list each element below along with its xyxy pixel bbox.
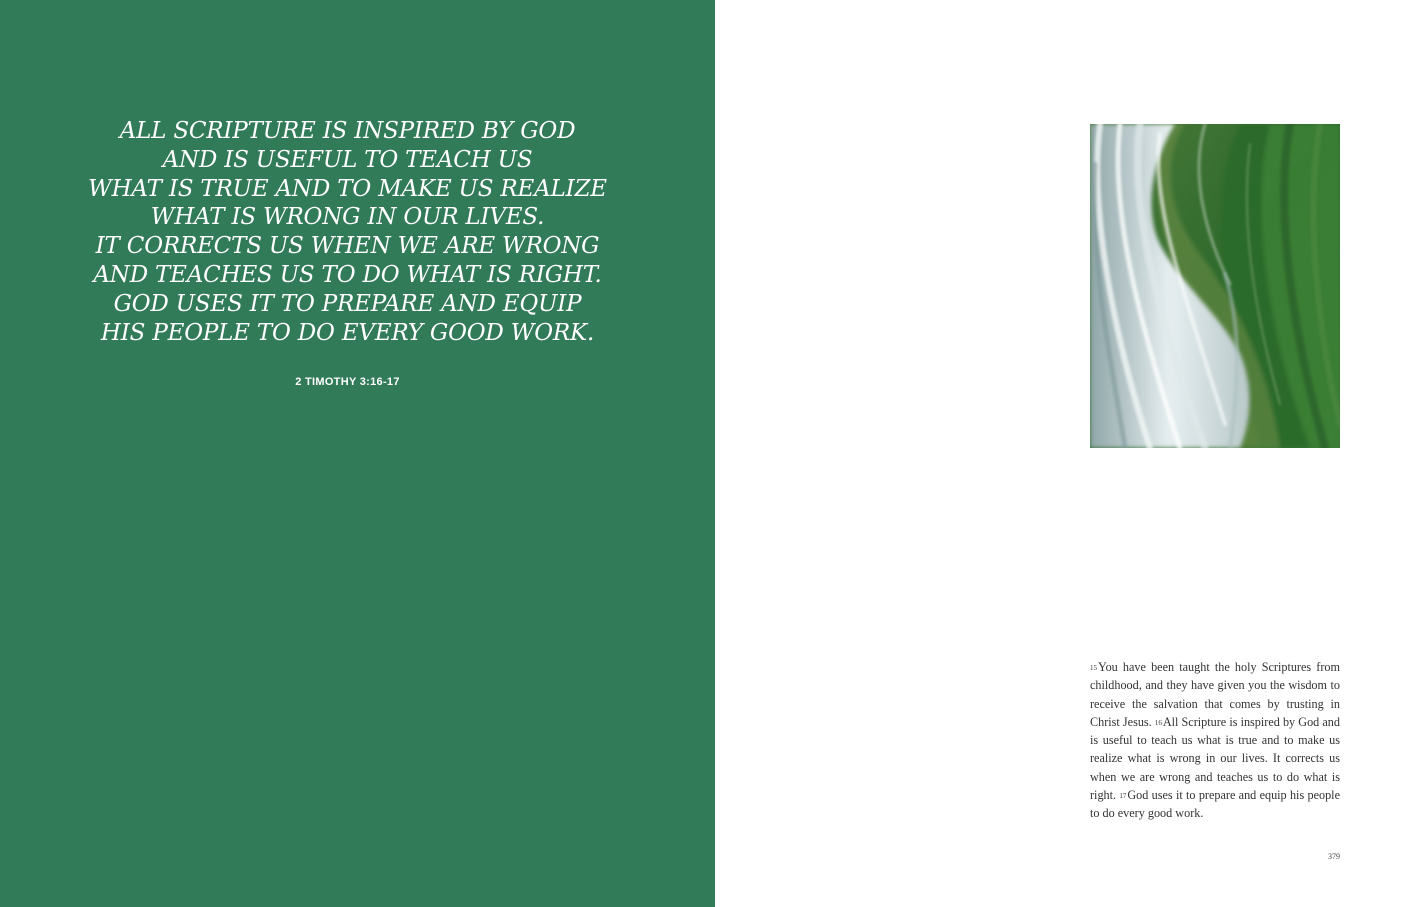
quote-line: IT CORRECTS US WHEN WE ARE WRONG — [95, 233, 600, 260]
pull-quote — [80, 117, 615, 347]
quote-line: WHAT IS WRONG IN OUR LIVES. — [150, 204, 545, 231]
verse-text: God uses it to prepare and equip his people to do every good work. — [1090, 788, 1340, 821]
quote-reference: 2 TIMOTHY 3:16-17 — [295, 376, 400, 388]
quote-line: GOD USES IT TO PREPARE AND EQUIP — [113, 290, 582, 317]
abstract-photo — [1090, 124, 1340, 448]
verse-number: 15 — [1090, 664, 1097, 672]
quote-line: ALL SCRIPTURE IS INSPIRED BY GOD — [119, 118, 576, 144]
verse-text: All Scripture is inspired by God and is useful to teach us what is true and to make us realize what is wrong in our lives. It corrects us when we are wrong and teaches us to do what is right. — [1090, 714, 1340, 803]
right-page — [715, 0, 1428, 907]
verse-number: 17 — [1119, 792, 1127, 801]
verse-number: 16 — [1154, 718, 1162, 727]
quote-line: WHAT IS TRUE AND TO MAKE US REALIZE — [88, 175, 607, 202]
quote-line: AND IS USEFUL TO TEACH US — [162, 146, 533, 173]
page-number: 379 — [1328, 852, 1340, 861]
quote-line: HIS PEOPLE TO DO EVERY GOOD WORK. — [100, 319, 595, 346]
verse-text: You have been taught the holy Scriptures from childhood, and they have given you the wisdom to receive the salvation that comes by trusting in Christ Jesus. — [1090, 660, 1340, 729]
scripture-passage — [1090, 658, 1340, 823]
quote-line: AND TEACHES US TO DO WHAT IS RIGHT. — [93, 261, 602, 288]
